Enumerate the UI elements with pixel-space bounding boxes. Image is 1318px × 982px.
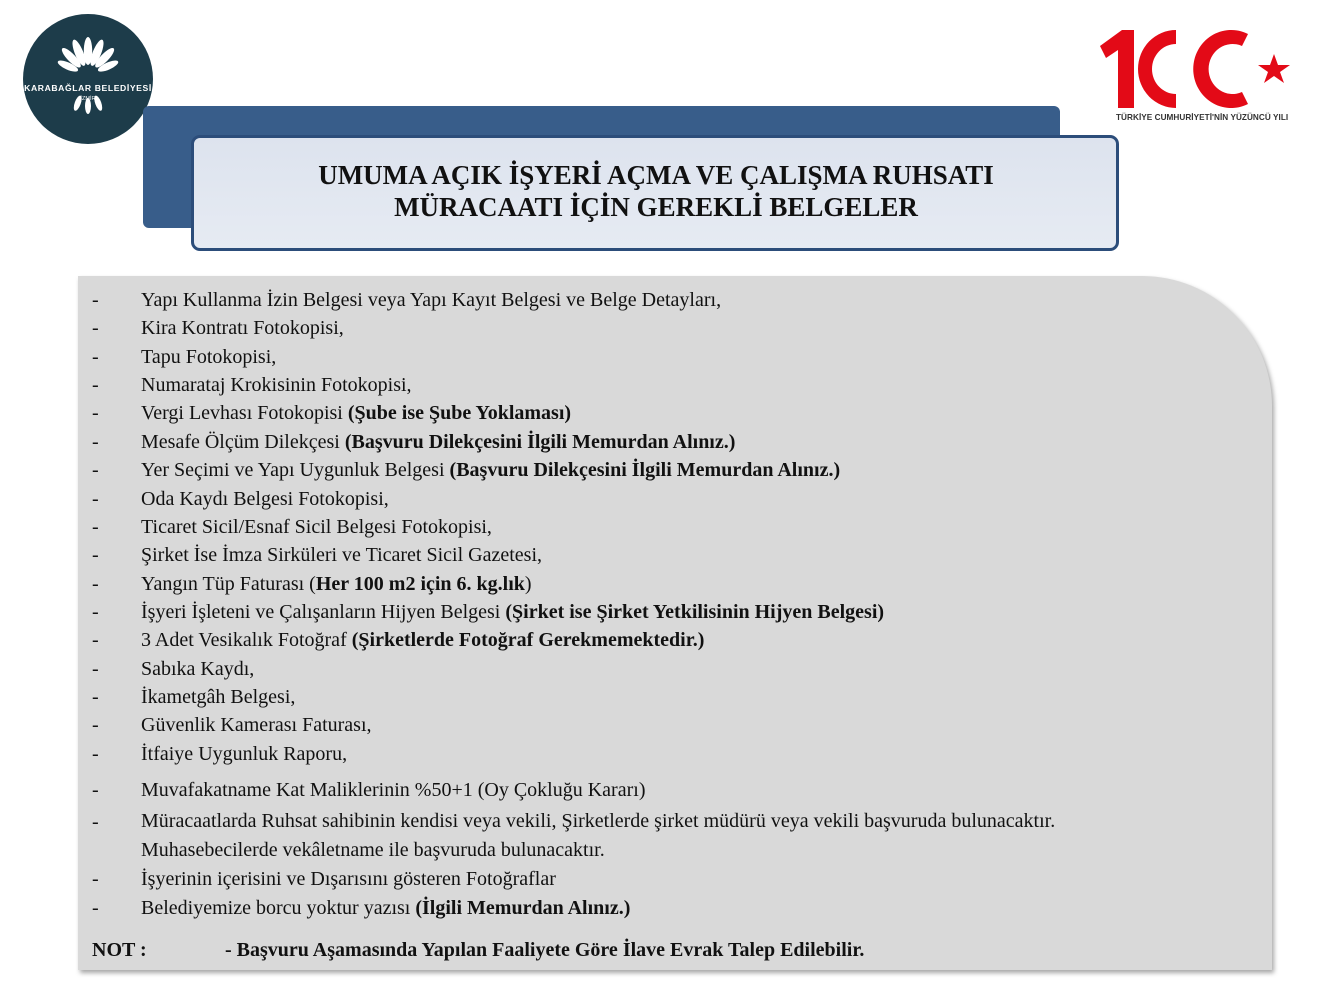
logo-left-text-bottom: İZMİR <box>80 96 96 102</box>
list-item-text <box>141 896 630 920</box>
list-item-text <box>141 373 412 397</box>
centenary-caption: TÜRKİYE CUMHURİYETİ'NİN YÜZÜNCÜ YILI <box>1116 113 1289 122</box>
list-bullet: - <box>92 317 99 339</box>
list-item-text <box>141 657 254 681</box>
list-item-text <box>141 742 347 766</box>
list-item-plain: Oda Kaydı Belgesi Fotokopisi, <box>141 488 389 510</box>
note-text: - Başvuru Aşamasında Yapılan Faaliyete Göre İlave Evrak Talep Edilebilir. <box>225 939 865 961</box>
list-item-text <box>141 345 276 369</box>
list-bullet: - <box>92 897 99 919</box>
list-item-bold: (Şube ise Şube Yoklaması) <box>347 402 572 424</box>
page-title <box>191 159 1121 223</box>
list-item-text <box>141 778 645 802</box>
list-item-bold: (Başvuru Dilekçesini İlgili Memurdan Alınız.) <box>344 431 736 453</box>
list-item-text <box>141 458 840 482</box>
centenary-logo <box>1096 26 1296 130</box>
page-title-line-1: UMUMA AÇIK İŞYERİ AÇMA VE ÇALIŞMA RUHSATI <box>318 160 994 190</box>
list-bullet: - <box>92 544 99 566</box>
list-item-plain: Şirket İse İmza Sirküleri ve Ticaret Sicil Gazetesi, <box>141 544 543 566</box>
requirements-panel <box>78 276 1272 970</box>
list-item-bold: (Başvuru Dilekçesini İlgili Memurdan Alınız.) <box>449 459 841 481</box>
list-item-bold: (Şirket ise Şirket Yetkilisinin Hijyen Belgesi) <box>505 601 885 623</box>
list-item-plain: Yapı Kullanma İzin Belgesi veya Yapı Kayıt Belgesi ve Belge Detayları, <box>141 289 722 311</box>
page-title-line-2: MÜRACAATI İÇİN GEREKLİ BELGELER <box>394 192 918 222</box>
list-bullet: - <box>92 374 99 396</box>
list-bullet: - <box>92 402 99 424</box>
list-bullet: - <box>92 811 99 833</box>
list-bullet: - <box>92 779 99 801</box>
list-item-plain: İşyerinin içerisini ve Dışarısını gösteren Fotoğraflar <box>141 868 556 890</box>
list-item-plain: Tapu Fotokopisi, <box>141 346 277 368</box>
list-item-plain: Yer Seçimi ve Yapı Uygunluk Belgesi <box>141 459 450 481</box>
list-item-text <box>141 685 295 709</box>
list-bullet: - <box>92 289 99 311</box>
list-bullet: - <box>92 516 99 538</box>
list-item-plain: Numarataj Krokisinin Fotokopisi, <box>141 374 412 396</box>
list-item-text <box>141 288 721 312</box>
list-item-text <box>141 515 492 539</box>
list-bullet: - <box>92 488 99 510</box>
centenary-logo-icon <box>1096 26 1296 112</box>
karabaglar-logo-icon <box>22 13 154 145</box>
list-item-bold: (Şirketlerde Fotoğraf Gerekmemektedir.) <box>351 629 705 651</box>
list-bullet: - <box>92 714 99 736</box>
list-item-plain: Muvafakatname Kat Maliklerinin %50+1 (Oy Çokluğu Kararı) <box>141 779 646 801</box>
list-item-plain: Müracaatlarda Ruhsat sahibinin kendisi veya vekili, Şirketlerde şirket müdürü veya vekili başvuruda bulunacaktır. <box>141 810 1056 832</box>
list-item-line-2: Muhasebecilerde vekâletname ile başvuruda bulunacaktır. <box>141 839 605 861</box>
list-item-text <box>141 807 1055 865</box>
list-item-text <box>141 713 372 737</box>
logo-left-text-top: KARABAĞLAR BELEDİYESİ <box>24 83 152 93</box>
list-bullet: - <box>92 459 99 481</box>
list-item-plain: İkametgâh Belgesi, <box>141 686 296 708</box>
list-item-plain: İtfaiye Uygunluk Raporu, <box>141 743 348 765</box>
list-item-bold: Her 100 m2 için 6. kg.lık <box>315 573 525 595</box>
list-item-plain: 3 Adet Vesikalık Fotoğraf <box>141 629 352 651</box>
note-label: NOT : <box>92 939 147 961</box>
note <box>92 938 865 962</box>
list-item-text <box>141 543 542 567</box>
list-item-text <box>141 316 344 340</box>
list-bullet: - <box>92 431 99 453</box>
list-item-text <box>141 401 571 425</box>
list-item-text <box>141 430 735 454</box>
list-item-plain: Ticaret Sicil/Esnaf Sicil Belgesi Fotokopisi, <box>141 516 492 538</box>
list-item-text <box>141 487 389 511</box>
list-bullet: - <box>92 573 99 595</box>
list-bullet: - <box>92 601 99 623</box>
list-item-bold: (İlgili Memurdan Alınız.) <box>415 897 631 919</box>
list-bullet: - <box>92 686 99 708</box>
list-item-tail: ) <box>524 573 532 595</box>
list-bullet: - <box>92 658 99 680</box>
list-item-plain: Sabıka Kaydı, <box>141 658 255 680</box>
list-item-text <box>141 867 556 891</box>
list-item-text <box>141 600 884 624</box>
list-item-plain: Yangın Tüp Faturası ( <box>141 573 316 595</box>
list-bullet: - <box>92 868 99 890</box>
list-bullet: - <box>92 346 99 368</box>
list-item-plain: İşyeri İşleteni ve Çalışanların Hijyen Belgesi <box>141 601 506 623</box>
list-item-text <box>141 628 704 652</box>
list-item-plain: Kira Kontratı Fotokopisi, <box>141 317 344 339</box>
list-item-plain: Vergi Levhası Fotokopisi <box>141 402 348 424</box>
list-item-text <box>141 572 532 596</box>
list-item-plain: Güvenlik Kamerası Faturası, <box>141 714 372 736</box>
list-bullet: - <box>92 629 99 651</box>
karabaglar-logo <box>22 13 154 145</box>
list-item-plain: Belediyemize borcu yoktur yazısı <box>141 897 416 919</box>
list-item-plain: Mesafe Ölçüm Dilekçesi <box>141 431 345 453</box>
list-bullet: - <box>92 743 99 765</box>
